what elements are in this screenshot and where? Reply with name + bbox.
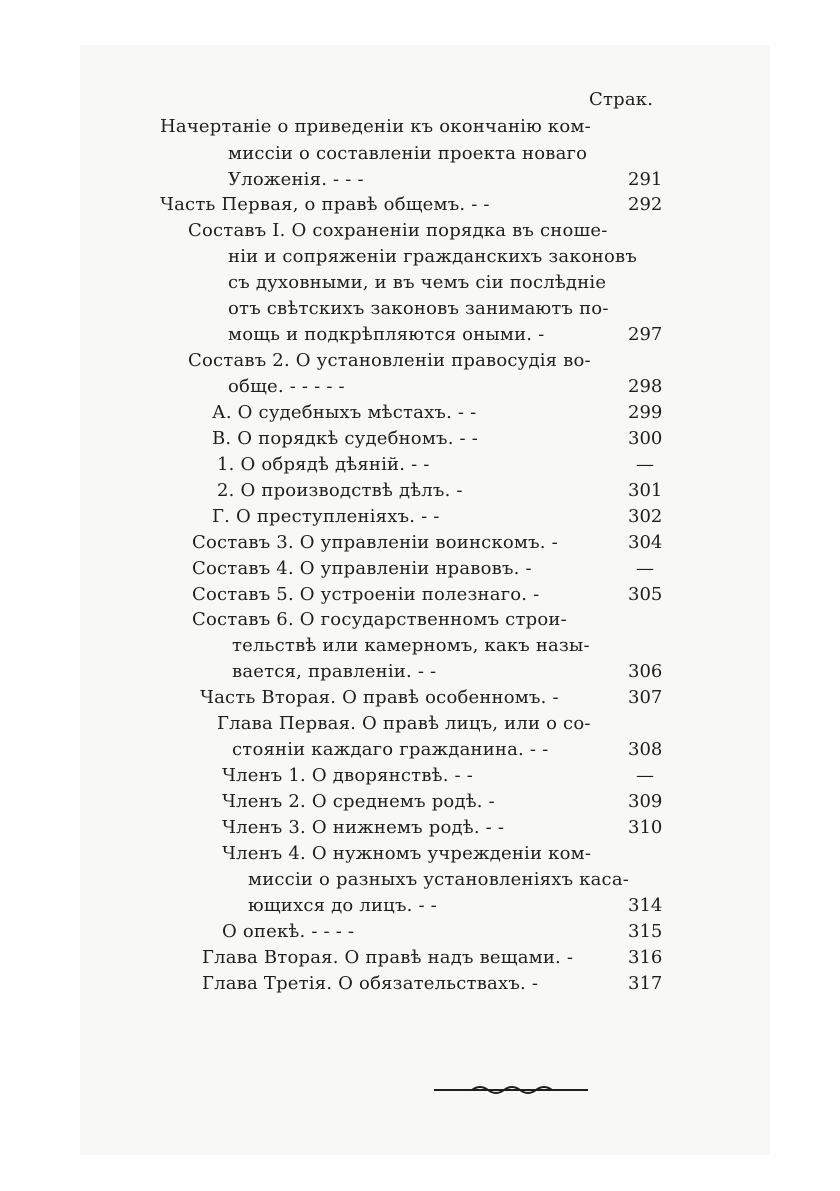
toc-entry-text: Составъ 3. О управленіи воинскомъ. - xyxy=(192,532,558,553)
book-page xyxy=(80,45,770,1155)
toc-entry-text: ющихся до лицъ. - - xyxy=(248,895,437,916)
toc-entry-text: Членъ 2. О среднемъ родѣ. - xyxy=(222,791,495,812)
toc-page-number: — xyxy=(636,558,654,579)
toc-page-number: 314 xyxy=(628,895,663,916)
toc-entry-text: миссіи о разныхъ установленіяхъ каса- xyxy=(248,869,630,890)
toc-page-number: 292 xyxy=(628,194,663,215)
toc-page-number: — xyxy=(636,765,654,786)
toc-page-number: 302 xyxy=(628,506,663,527)
toc-page-number: 301 xyxy=(628,480,663,501)
toc-entry-text: обще. - - - - - xyxy=(228,376,345,397)
toc-entry-text: отъ свѣтскихъ законовъ занимаютъ по- xyxy=(228,298,609,319)
toc-page-number: 308 xyxy=(628,739,663,760)
toc-entry-text: ніи и сопряженіи гражданскихъ законовъ xyxy=(228,246,638,267)
toc-entry-text: Глава Первая. О правѣ лицъ, или о со- xyxy=(217,713,591,734)
toc-entry-text: Составъ I. О сохраненіи порядка въ сноше- xyxy=(188,220,608,241)
toc-entry-text: Составъ 6. О государственномъ строи- xyxy=(192,609,567,630)
toc-entry-text: съ духовными, и въ чемъ сіи послѣдніе xyxy=(228,272,607,293)
toc-entry-text: Составъ 5. О устроеніи полезнаго. - xyxy=(192,584,540,605)
toc-page-number: 305 xyxy=(628,584,663,605)
toc-entry-text: тельствѣ или камерномъ, какъ назы- xyxy=(232,635,590,656)
toc-page-number: 291 xyxy=(628,169,663,190)
toc-entry-text: вается, правленіи. - - xyxy=(232,661,437,682)
toc-entry-text: 1. О обрядѣ дѣяній. - - xyxy=(217,454,430,475)
toc-page-number: — xyxy=(636,454,654,475)
toc-entry-text: Часть Вторая. О правѣ особенномъ. - xyxy=(200,687,559,708)
toc-page-number: 317 xyxy=(628,973,663,994)
toc-entry-text: миссіи о составленіи проекта новаго xyxy=(228,143,588,164)
toc-entry-text: Членъ 1. О дворянствѣ. - - xyxy=(222,765,474,786)
toc-entry-text: стояніи каждаго гражданина. - - xyxy=(232,739,549,760)
toc-page-number: 310 xyxy=(628,817,663,838)
toc-entry-text: А. О судебныхъ мѣстахъ. - - xyxy=(212,402,477,423)
toc-page-number: 307 xyxy=(628,687,663,708)
ornament-rule xyxy=(432,1083,592,1097)
toc-entry-text: Начертаніе о приведеніи къ окончанію ком- xyxy=(160,116,591,137)
toc-page-number: 299 xyxy=(628,402,663,423)
toc-entry-text: Составъ 2. О установленіи правосудія во- xyxy=(188,350,591,371)
toc-entry-text: Глава Третія. О обязательствахъ. - xyxy=(202,973,539,994)
toc-entry-text: Членъ 3. О нижнемъ родѣ. - - xyxy=(222,817,505,838)
toc-entry-text: О опекѣ. - - - - xyxy=(222,921,355,942)
page-column-header: Страк. xyxy=(589,89,654,110)
toc-entry-text: 2. О производствѣ дѣлъ. - xyxy=(217,480,463,501)
toc-page-number: 316 xyxy=(628,947,663,968)
toc-entry-text: Часть Первая, о правѣ общемъ. - - xyxy=(160,194,490,215)
toc-page-number: 300 xyxy=(628,428,663,449)
toc-entry-text: Составъ 4. О управленіи нравовъ. - xyxy=(192,558,532,579)
toc-page-number: 306 xyxy=(628,661,663,682)
toc-entry-text: Членъ 4. О нужномъ учрежденіи ком- xyxy=(222,843,592,864)
toc-entry-text: мощь и подкрѣпляются оными. - xyxy=(228,324,545,345)
toc-entry-text: Уложенія. - - - xyxy=(228,169,364,190)
toc-entry-text: Г. О преступленіяхъ. - - xyxy=(212,506,440,527)
toc-page-number: 304 xyxy=(628,532,663,553)
toc-entry-text: Глава Вторая. О правѣ надъ вещами. - xyxy=(202,947,574,968)
toc-page-number: 297 xyxy=(628,324,663,345)
toc-page-number: 298 xyxy=(628,376,663,397)
toc-page-number: 315 xyxy=(628,921,663,942)
toc-page-number: 309 xyxy=(628,791,663,812)
toc-entry-text: В. О порядкѣ судебномъ. - - xyxy=(212,428,479,449)
